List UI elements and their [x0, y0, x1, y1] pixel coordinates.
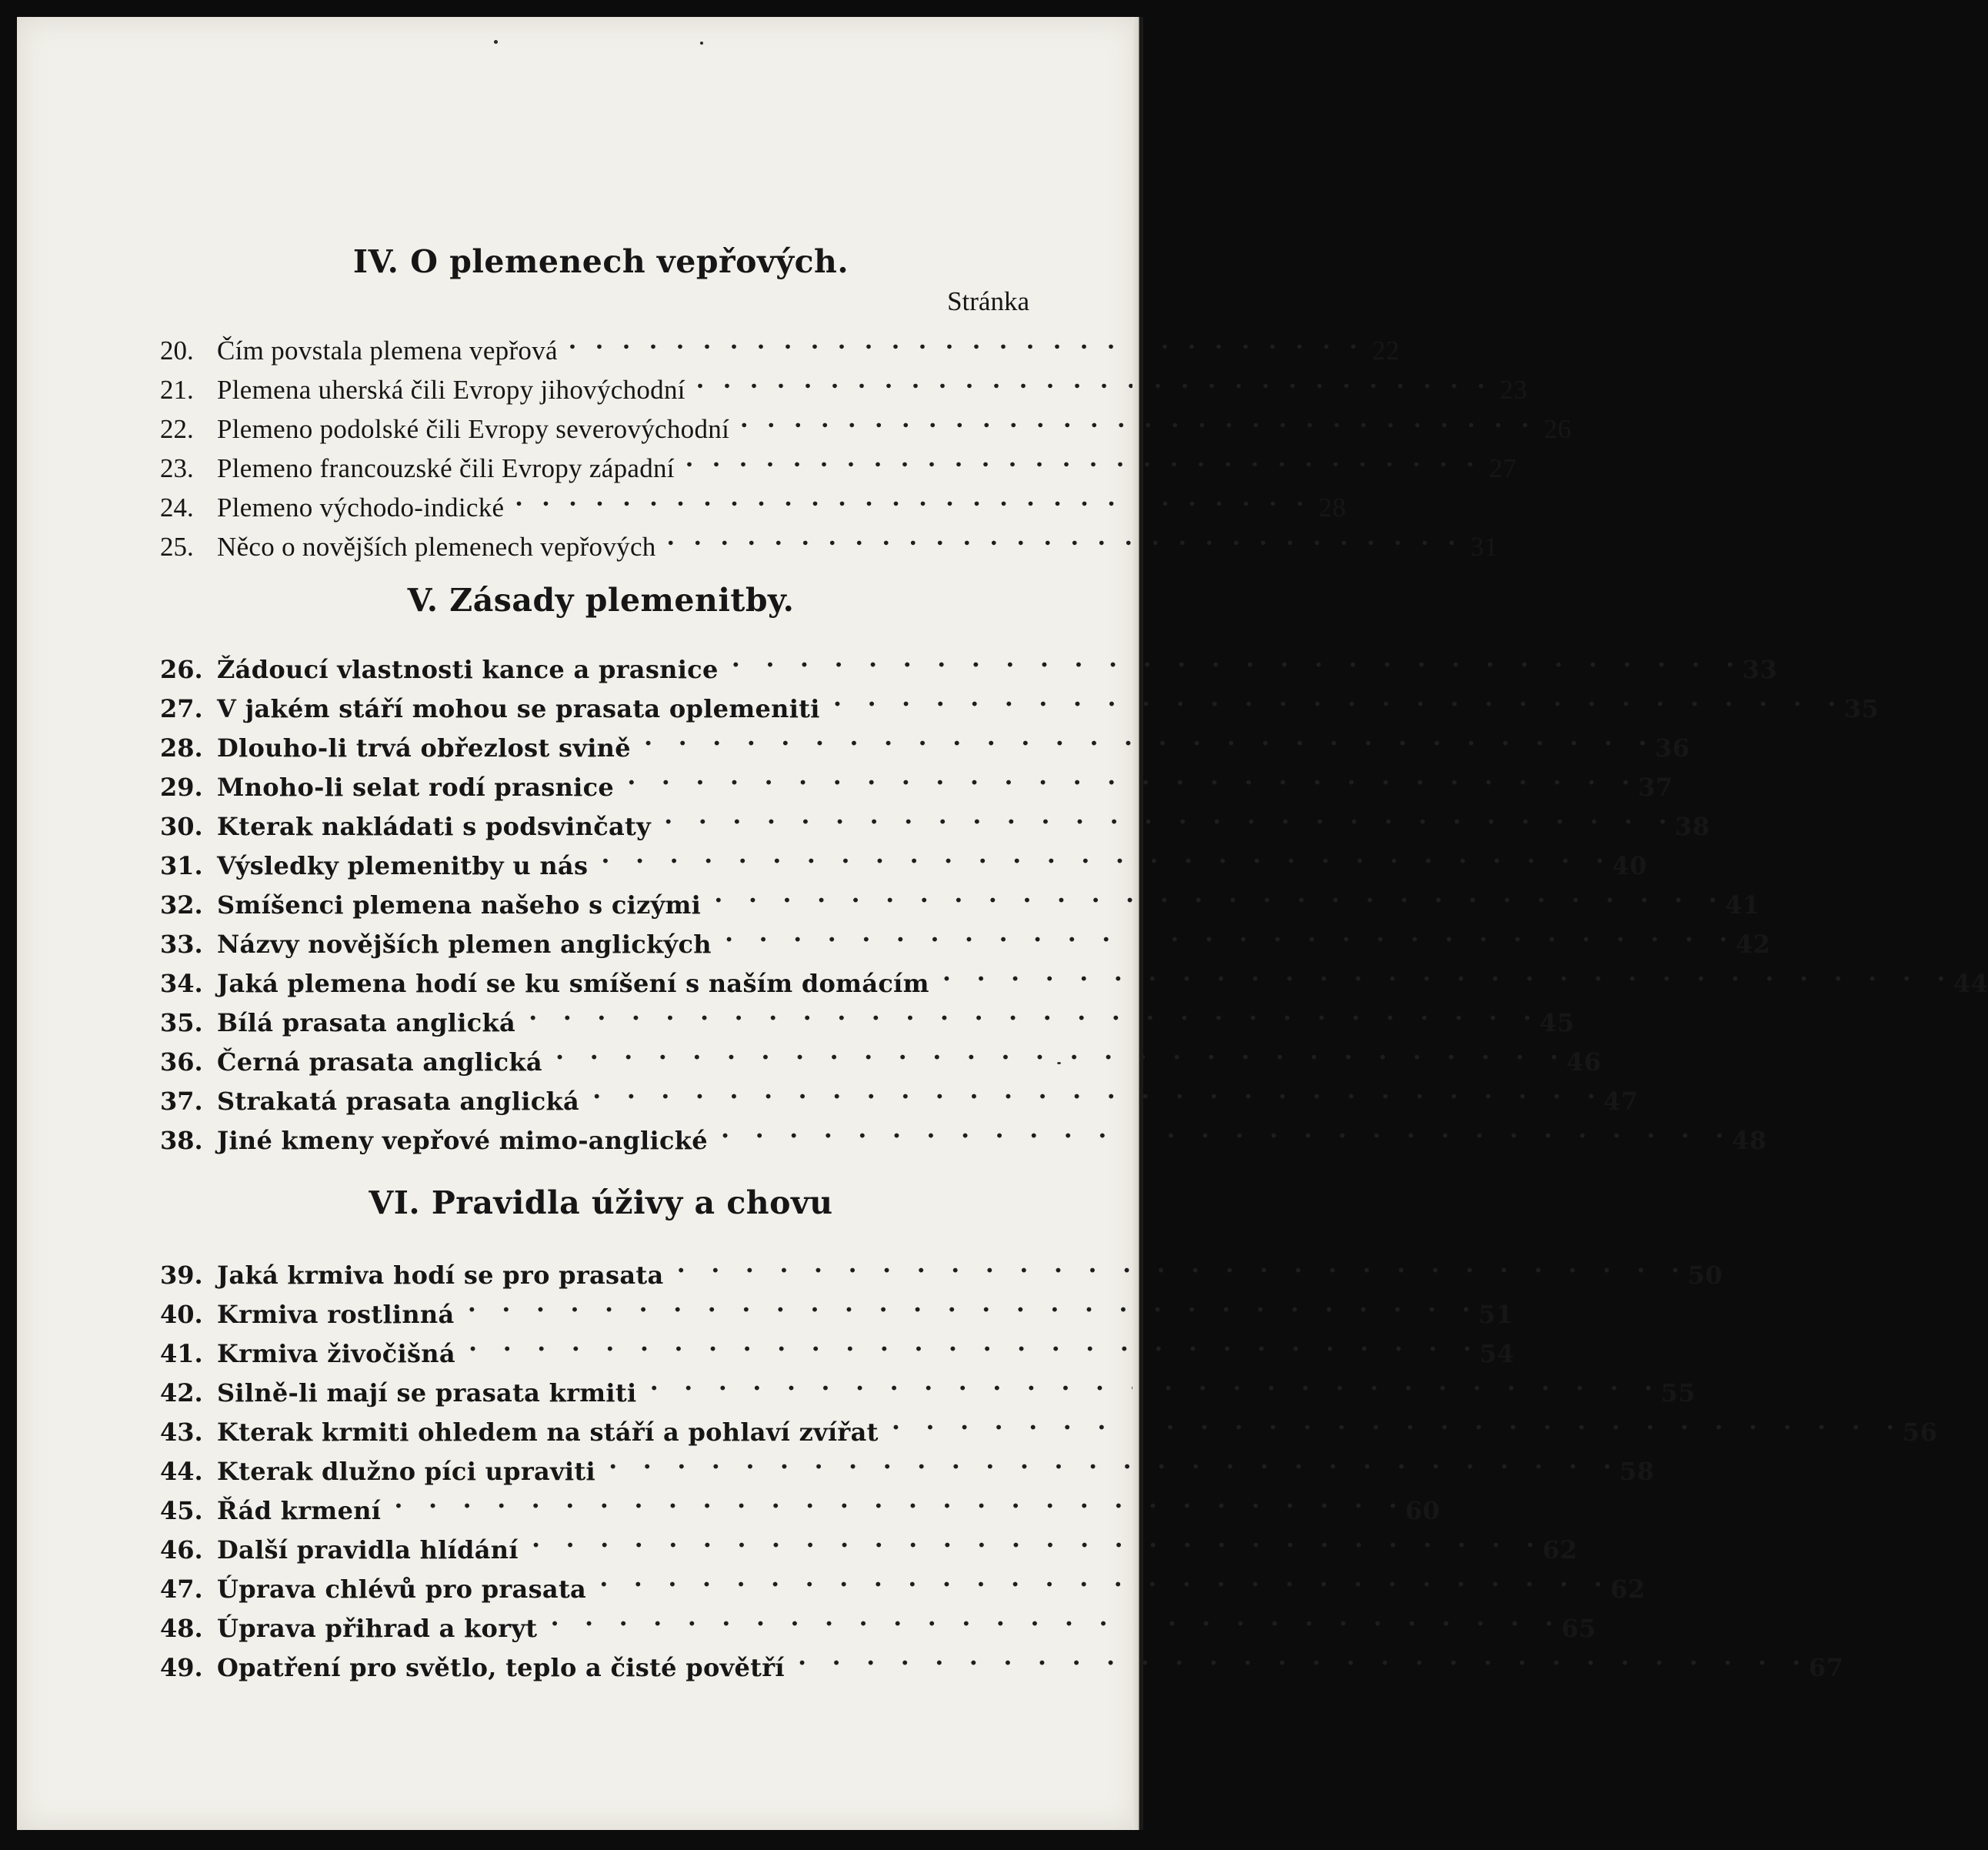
dot-leader: [789, 1637, 1801, 1676]
entry-page: 54: [1479, 1339, 1515, 1368]
entry-number: 35.: [160, 1008, 203, 1037]
entry-title: Názvy novějších plemen anglických: [217, 930, 712, 959]
entry-number: 23.: [160, 453, 194, 483]
toc-entry[interactable]: [160, 1244, 1723, 1290]
paper-sheet: [17, 17, 1988, 1830]
section-title: V. Zásady plemenitby.: [407, 582, 795, 619]
entry-page: 47: [1603, 1087, 1639, 1116]
dot-leader: [716, 913, 1728, 953]
entry-page: 45: [1539, 1008, 1575, 1037]
section-title: IV. O plemenech vepřových.: [352, 243, 849, 280]
entry-title: Plemena uherská čili Evropy jihovýchodní: [217, 375, 685, 405]
entry-number: 33.: [160, 930, 203, 959]
dot-leader: [679, 438, 1474, 477]
entry-title: Opatření pro světlo, teplo a čisté povětří: [217, 1653, 785, 1682]
toc-entry[interactable]: [160, 359, 1528, 405]
dot-leader: [723, 639, 1735, 678]
entry-number: 25.: [160, 532, 194, 562]
dot-leader: [547, 1031, 1559, 1070]
toc-list: [160, 1244, 1938, 1682]
entry-title: Plemeno východo-indické: [217, 493, 505, 523]
entry-number: 44.: [160, 1457, 203, 1486]
entry-title: Jaká krmiva hodí se pro prasata: [217, 1261, 664, 1290]
entry-number: 24.: [160, 493, 194, 523]
section-iv: [160, 240, 1572, 562]
toc-entry[interactable]: [160, 1401, 1938, 1447]
entry-title: Kterak nakládati s podsvinčaty: [217, 812, 651, 841]
toc-entry[interactable]: [160, 399, 1572, 444]
entry-title: Krmiva živočišná: [217, 1339, 455, 1368]
dot-leader: [385, 1480, 1397, 1519]
entry-page: 51: [1478, 1300, 1514, 1329]
entry-page: 36: [1654, 733, 1690, 763]
entry-number: 36.: [160, 1047, 203, 1077]
entry-page: 22: [1372, 336, 1400, 366]
entry-page: 46: [1566, 1047, 1602, 1077]
dot-leader: [661, 516, 1456, 556]
entry-title: Čím povstala plemena vepřová: [217, 336, 558, 366]
toc-entry[interactable]: [160, 516, 1499, 562]
dot-leader: [562, 320, 1357, 359]
dot-leader: [635, 717, 1647, 756]
entry-page: 65: [1561, 1614, 1596, 1643]
dot-leader: [619, 756, 1630, 796]
toc-entry[interactable]: [160, 1598, 1596, 1643]
entry-title: Výsledky plemenitby u nás: [217, 851, 589, 880]
entry-title: Smíšenci plemena našeho s cizými: [217, 890, 702, 920]
toc-entry[interactable]: [160, 1070, 1639, 1116]
entry-title: Jiné kmeny vepřové mimo-anglické: [217, 1126, 708, 1155]
entry-page: 37: [1638, 773, 1673, 802]
entry-title: Silně-li mají se prasata krmiti: [217, 1378, 637, 1408]
toc-entry[interactable]: [160, 320, 1400, 366]
entry-title: Jaká plemena hodí se ku smíšení s naším domácím: [217, 969, 929, 998]
entry-number: 20.: [160, 336, 194, 366]
entry-page: 40: [1612, 851, 1647, 880]
entry-number: 39.: [160, 1261, 203, 1290]
entry-number: 31.: [160, 851, 203, 880]
page-column-label: Stránka: [947, 286, 1029, 316]
entry-number: 27.: [160, 694, 203, 723]
entry-page: 42: [1735, 930, 1771, 959]
dot-leader: [712, 1110, 1724, 1149]
toc-entry[interactable]: [160, 835, 1647, 880]
entry-page: 23: [1499, 375, 1528, 405]
toc-entry[interactable]: [160, 796, 1710, 841]
dot-leader: [459, 1284, 1471, 1323]
entry-number: 21.: [160, 375, 194, 405]
entry-page: 26: [1543, 414, 1572, 444]
entry-title: Něco o novějších plemenech vepřových: [217, 532, 656, 562]
dot-leader: [655, 796, 1667, 835]
entry-title: Kterak krmiti ohledem na stáří a pohlaví zvířat: [217, 1418, 879, 1447]
toc-entry[interactable]: [160, 1284, 1514, 1329]
entry-title: Úprava chlévů pro prasata: [217, 1575, 587, 1604]
entry-page: 35: [1843, 694, 1880, 723]
dot-leader: [509, 477, 1303, 516]
entry-page: 60: [1405, 1496, 1440, 1525]
entry-page: 33: [1742, 655, 1778, 684]
entry-number: 38.: [160, 1126, 203, 1155]
entry-number: 47.: [160, 1575, 203, 1604]
entry-title: Strakatá prasata anglická: [217, 1087, 579, 1116]
entry-number: 29.: [160, 773, 203, 802]
entry-title: Dlouho-li trvá obřezlost svině: [217, 733, 631, 763]
toc-entry[interactable]: [160, 1558, 1646, 1604]
toc-entry[interactable]: [160, 1519, 1578, 1564]
entry-number: 32.: [160, 890, 203, 920]
entry-number: 37.: [160, 1087, 203, 1116]
entry-title: Další pravidla hlídání: [217, 1535, 519, 1564]
table-of-contents: [160, 240, 1988, 1682]
entry-number: 30.: [160, 812, 203, 841]
toc-entry[interactable]: [160, 1110, 1767, 1155]
dot-leader: [934, 953, 1946, 992]
entry-title: Mnoho-li selat rodí prasnice: [217, 773, 615, 802]
toc-entry[interactable]: [160, 1441, 1655, 1486]
dot-leader: [584, 1070, 1596, 1110]
entry-page: 41: [1725, 890, 1760, 920]
toc-entry[interactable]: [160, 1323, 1515, 1368]
dot-leader: [600, 1441, 1612, 1480]
entry-number: 48.: [160, 1614, 203, 1643]
dot-leader: [669, 1244, 1680, 1284]
entry-title: Řád krmení: [217, 1496, 382, 1525]
entry-page: 48: [1731, 1126, 1767, 1155]
toc-entry[interactable]: [160, 913, 1771, 959]
dot-leader: [520, 992, 1532, 1031]
entry-page: 50: [1687, 1261, 1723, 1290]
entry-title: Plemeno podolské čili Evropy severovýchodní: [217, 414, 730, 444]
entry-number: 26.: [160, 655, 203, 684]
section-v: [160, 579, 1988, 1155]
toc-entry[interactable]: [160, 1362, 1696, 1408]
entry-number: 41.: [160, 1339, 203, 1368]
entry-page: 55: [1660, 1378, 1696, 1408]
entry-page: 44: [1953, 969, 1988, 998]
dot-leader: [460, 1323, 1472, 1362]
toc-entry[interactable]: [160, 1031, 1602, 1077]
dot-leader: [591, 1558, 1603, 1598]
dot-leader: [592, 835, 1604, 874]
entry-page: 67: [1808, 1653, 1844, 1682]
section-title: VI. Pravidla úživy a chovu: [369, 1184, 833, 1221]
entry-number: 42.: [160, 1378, 203, 1408]
section-vi: [160, 1181, 1938, 1682]
dot-leader: [825, 678, 1836, 717]
entry-title: Plemeno francouzské čili Evropy západní: [217, 453, 675, 483]
dot-leader: [883, 1401, 1895, 1441]
toc-entry[interactable]: [160, 756, 1673, 802]
toc-entry[interactable]: [160, 992, 1575, 1037]
entry-title: Krmiva rostlinná: [217, 1300, 455, 1329]
entry-number: 40.: [160, 1300, 203, 1329]
entry-number: 34.: [160, 969, 203, 998]
toc-entry[interactable]: [160, 639, 1778, 684]
entry-number: 28.: [160, 733, 203, 763]
entry-title: V jakém stáří mohou se prasata oplemeniti: [217, 694, 820, 723]
dot-leader: [542, 1598, 1553, 1637]
entry-number: 45.: [160, 1496, 203, 1525]
toc-entry[interactable]: [160, 1637, 1844, 1682]
toc-entry[interactable]: [160, 477, 1346, 523]
dot-leader: [705, 874, 1717, 913]
entry-page: 58: [1619, 1457, 1655, 1486]
toc-list: [160, 320, 1572, 562]
entry-page: 27: [1489, 453, 1517, 483]
dot-leader: [523, 1519, 1535, 1558]
entry-title: Úprava přihrad a koryt: [217, 1614, 538, 1643]
entry-title: Černá prasata anglická: [217, 1047, 542, 1077]
entry-title: Kterak dlužno píci upraviti: [217, 1457, 595, 1486]
toc-entry[interactable]: [160, 953, 1988, 998]
entry-page: 38: [1675, 812, 1710, 841]
entry-page: 62: [1542, 1535, 1578, 1564]
toc-entry[interactable]: [160, 438, 1517, 483]
entry-page: 62: [1610, 1575, 1646, 1604]
toc-entry[interactable]: [160, 717, 1690, 763]
entry-number: 22.: [160, 414, 194, 444]
entry-title: Žádoucí vlastnosti kance a prasnice: [217, 655, 719, 684]
entry-number: 49.: [160, 1653, 203, 1682]
toc-entry[interactable]: [160, 678, 1880, 723]
entry-title: Bílá prasata anglická: [217, 1008, 515, 1037]
entry-number: 46.: [160, 1535, 203, 1564]
entry-page: 31: [1470, 532, 1499, 562]
toc-entry[interactable]: [160, 874, 1760, 920]
entry-page: 28: [1318, 493, 1346, 523]
dot-leader: [690, 359, 1485, 399]
toc-entry[interactable]: [160, 1480, 1440, 1525]
entry-page: 56: [1902, 1418, 1938, 1447]
toc-list: [160, 639, 1988, 1155]
dot-leader: [641, 1362, 1653, 1401]
entry-number: 43.: [160, 1418, 203, 1447]
dot-leader: [734, 399, 1529, 438]
